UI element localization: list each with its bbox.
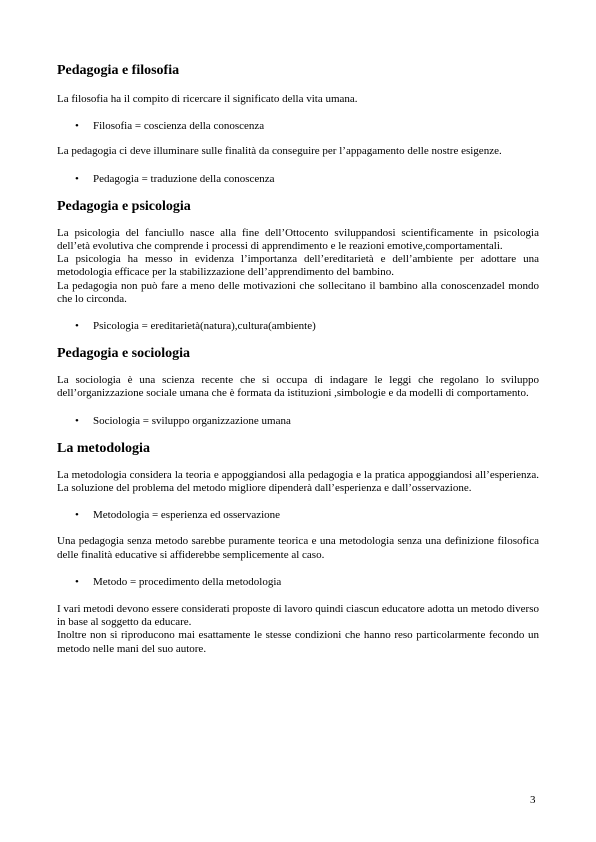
bullet-list xyxy=(57,120,539,133)
bullet-list xyxy=(57,509,539,522)
bullet-list xyxy=(57,173,539,186)
section-heading-filosofia: Pedagogia e filosofia xyxy=(57,63,180,78)
bullet-item xyxy=(57,415,539,428)
paragraph: Inoltre non si riproducono mai esattamente le stesse condizioni che hanno reso particolarmente fecondo un metodo nelle mani del suo autore. xyxy=(57,629,539,655)
bullet-text: Sociologia = sviluppo organizzazione umana xyxy=(93,414,291,427)
bullet-item xyxy=(57,509,539,522)
bullet-item xyxy=(57,320,539,333)
section-heading-sociologia: Pedagogia e sociologia xyxy=(57,346,190,362)
section-heading-psicologia: Pedagogia e psicologia xyxy=(57,198,191,214)
paragraph: La pedagogia non può fare a meno delle motivazioni che sollecitano il bambino alla conoscenzadel mondo che lo circonda. xyxy=(57,279,539,305)
paragraph: Una pedagogia senza metodo sarebbe puramente teorica e una metodologia senza una definizione filosofica delle finalità educative si affiderebbe semplicemente al caso. xyxy=(57,535,539,561)
bullet-icon: • xyxy=(75,320,79,333)
paragraph: I vari metodi devono essere considerati proposte di lavoro quindi ciascun educatore adotta un metodo diverso in base al soggetto da educare. xyxy=(57,603,539,629)
bullet-item xyxy=(57,576,539,589)
bullet-list xyxy=(57,320,539,333)
bullet-list xyxy=(57,576,539,589)
bullet-item xyxy=(57,173,539,186)
bullet-icon: • xyxy=(75,575,79,588)
paragraph: La psicologia del fanciullo nasce alla fine dell’Ottocento sviluppandosi scientificamente in psicologia dell’età evolutiva che comprende i processi di apprendimento e le reazioni emotive,comportamentali. xyxy=(57,226,539,253)
bullet-text: Metodologia = esperienza ed osservazione xyxy=(93,509,281,522)
bullet-icon: • xyxy=(75,509,79,522)
bullet-icon: • xyxy=(75,172,79,185)
paragraph: La metodologia considera la teoria e appoggiandosi alla pedagogia e la pratica appoggiandosi all’esperienza. La soluzione del problema del metodo migliore dipenderà dall’esperienza e dall’osservazione. xyxy=(57,468,539,495)
bullet-text: Pedagogia = traduzione della conoscenza xyxy=(93,172,275,185)
paragraph: La pedagogia ci deve illuminare sulle finalità da conseguire per l’appagamento delle nostre esigenze. xyxy=(57,145,502,158)
paragraph: La filosofia ha il compito di ricercare il significato della vita umana. xyxy=(57,93,358,105)
bullet-text: Psicologia = ereditarietà(natura),cultura(ambiente) xyxy=(93,320,316,333)
paragraph: La psicologia ha messo in evidenza l’importanza dell’ereditarietà e dell’ambiente per adottare una metodologia efficace per la stabilizzazione dell’apprendimento del bambino. xyxy=(57,253,539,279)
bullet-icon: • xyxy=(75,414,79,427)
bullet-item xyxy=(57,120,539,133)
page-content xyxy=(57,62,539,656)
bullet-text: Filosofia = coscienza della conoscenza xyxy=(93,120,265,133)
page-number: 3 xyxy=(530,794,536,806)
bullet-icon: • xyxy=(75,120,79,133)
bullet-text: Metodo = procedimento della metodologia xyxy=(93,575,282,588)
section-heading-metodologia: La metodologia xyxy=(57,440,150,456)
bullet-list xyxy=(57,415,539,428)
paragraph: La sociologia è una scienza recente che si occupa di indagare le leggi che regolano lo sviluppo dell’organizzazione sociale umana che è formata da istituzioni ,simbologie e da modelli di comportamento. xyxy=(57,374,539,400)
